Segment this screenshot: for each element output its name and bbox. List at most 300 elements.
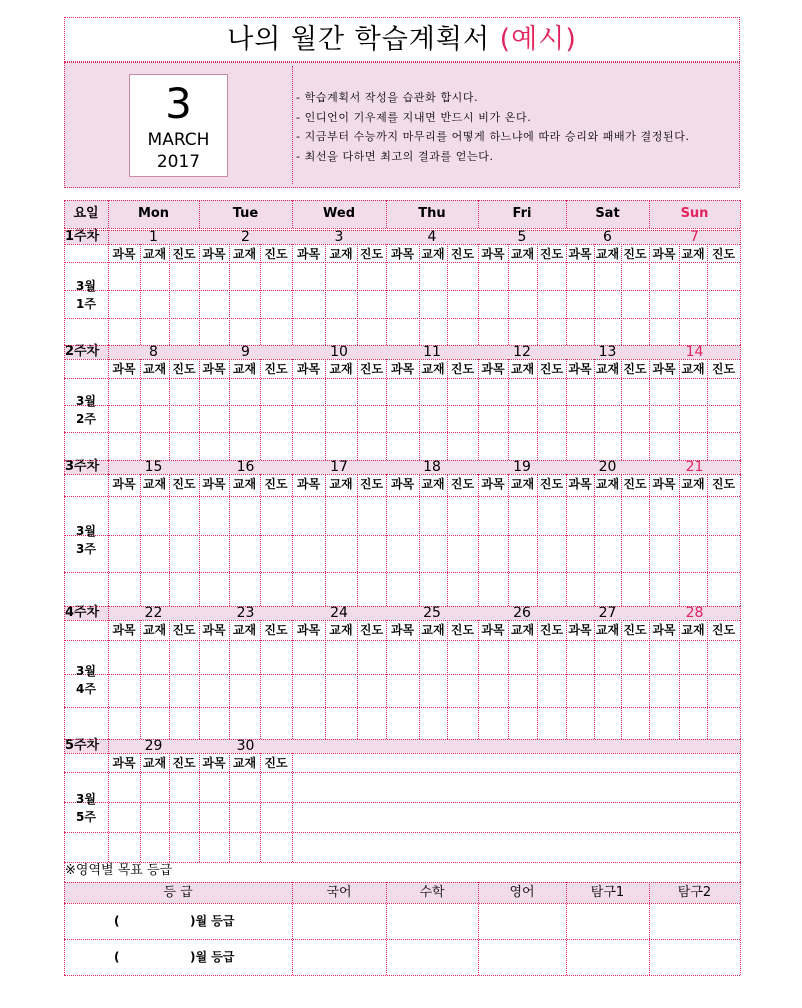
column-header: 과목: [296, 247, 321, 261]
week-bar-line: [64, 753, 740, 754]
grade-divider: [64, 862, 65, 882]
title-main: 나의 월간 학습계획서: [227, 24, 491, 55]
cell-divider: [508, 359, 509, 460]
cell-divider: [386, 620, 387, 739]
cell-divider: [325, 474, 326, 606]
cell-divider: [169, 474, 170, 606]
column-header: 진도: [539, 362, 564, 376]
grade-row-open: (: [114, 914, 120, 928]
header-divider: [386, 200, 387, 228]
side-divider: [108, 739, 109, 862]
header-divider: [292, 200, 293, 228]
header-divider: [108, 200, 109, 228]
date-number: 2: [241, 229, 250, 245]
column-header: 과목: [202, 247, 226, 261]
column-header: 진도: [539, 477, 564, 491]
column-header: 교재: [510, 247, 535, 261]
column-header: 교재: [510, 477, 535, 491]
column-header: 교재: [681, 623, 705, 637]
header-top-line: [64, 200, 740, 201]
column-header: 과목: [390, 247, 415, 261]
column-header: 진도: [172, 362, 196, 376]
day-name-sat: Sat: [595, 206, 620, 221]
column-header: 교재: [595, 623, 620, 637]
column-header: 과목: [112, 362, 136, 376]
column-header: 진도: [539, 623, 564, 637]
grade-input-cell[interactable]: [479, 940, 565, 974]
row-line: [64, 572, 740, 573]
right-border: [740, 345, 741, 460]
column-header: 진도: [623, 362, 647, 376]
cell-divider: [621, 244, 622, 345]
column-header: 과목: [390, 623, 415, 637]
cell-divider: [386, 244, 387, 345]
cell-divider: [419, 244, 420, 345]
day-name-wed: Wed: [323, 206, 355, 221]
week-side-label: [64, 522, 108, 558]
cell-divider: [537, 244, 538, 345]
column-header: 교재: [232, 756, 257, 770]
grade-header-cell: 탐구2: [677, 885, 712, 900]
column-header: 교재: [510, 623, 535, 637]
date-number: 25: [423, 605, 441, 621]
column-header: 과목: [481, 477, 505, 491]
cell-divider: [594, 620, 595, 739]
cell-divider: [478, 359, 479, 460]
column-header: 과목: [568, 477, 592, 491]
cell-divider: [169, 753, 170, 862]
column-header: 진도: [172, 477, 196, 491]
side-divider: [108, 606, 109, 739]
date-number: 28: [685, 605, 704, 621]
column-header: 교재: [142, 362, 167, 376]
week-side-label: [64, 662, 108, 698]
column-header: 과목: [202, 477, 226, 491]
week-label: 4주차: [65, 605, 100, 620]
year: 2017: [156, 152, 201, 172]
column-header: 과목: [296, 362, 321, 376]
column-header: 교재: [595, 247, 620, 261]
column-header: 과목: [112, 756, 136, 770]
grade-line: [64, 882, 740, 883]
right-border: [740, 230, 741, 345]
row-line: [64, 290, 740, 291]
date-number: 30: [236, 738, 255, 754]
cell-divider: [649, 359, 650, 460]
header-divider: [64, 200, 65, 228]
column-header: 진도: [450, 247, 475, 261]
side-divider: [108, 460, 109, 606]
column-header: 진도: [623, 477, 647, 491]
column-header: 진도: [711, 247, 736, 261]
column-header: 교재: [329, 247, 353, 261]
cell-divider: [386, 474, 387, 606]
grade-row-close: )월 등급: [190, 950, 235, 964]
cell-divider: [357, 244, 358, 345]
row-line: [64, 640, 740, 641]
row-line: [64, 496, 740, 497]
cell-divider: [447, 620, 448, 739]
date-number: 11: [423, 344, 441, 360]
column-header: 교재: [421, 362, 445, 376]
date-number: 8: [149, 344, 158, 360]
date-number: 12: [513, 344, 531, 360]
column-header: 과목: [481, 362, 505, 376]
day-name-sun: Sun: [680, 206, 709, 221]
right-border: [740, 739, 741, 862]
date-number: 17: [330, 459, 348, 475]
grade-input-cell[interactable]: [650, 904, 739, 938]
grade-line: [64, 975, 740, 976]
header-divider: [566, 200, 567, 228]
row-line: [64, 772, 740, 773]
side-month: 3월: [76, 663, 96, 678]
column-header: 과목: [202, 623, 226, 637]
cell-divider: [357, 474, 358, 606]
column-header: 진도: [359, 477, 384, 491]
column-header: 진도: [172, 623, 196, 637]
grade-divider: [64, 882, 65, 975]
date-box: [129, 74, 228, 177]
column-header: 교재: [329, 477, 353, 491]
cell-divider: [447, 474, 448, 606]
day-name-mon: Mon: [137, 206, 170, 221]
column-header: 진도: [623, 247, 647, 261]
month-number: 3: [165, 79, 192, 128]
column-header: 교재: [232, 477, 257, 491]
date-number: 3: [334, 229, 344, 245]
side-month: 3월: [76, 524, 96, 538]
cell-divider: [447, 359, 448, 460]
column-header: 진도: [711, 362, 736, 376]
cell-divider: [594, 474, 595, 606]
cell-divider: [419, 620, 420, 739]
row-line: [64, 707, 740, 708]
note-item: - 최선을 다하면 최고의 결과를 얻는다.: [296, 149, 494, 163]
column-header: 진도: [450, 477, 475, 491]
cell-divider: [140, 244, 141, 345]
grade-header-cell: 수학: [419, 885, 445, 900]
cell-divider: [229, 244, 230, 345]
week-side-label: [64, 790, 108, 826]
date-number: 27: [598, 605, 617, 621]
cell-divider: [140, 753, 141, 862]
column-header: 과목: [652, 477, 676, 491]
day-name-fri: Fri: [512, 206, 532, 221]
column-header: 교재: [232, 247, 257, 261]
column-header: 과목: [652, 247, 676, 261]
cell-divider: [325, 244, 326, 345]
column-header: 진도: [359, 362, 384, 376]
side-divider: [108, 345, 109, 460]
note-item: - 지금부터 수능까지 마무리를 어떻게 하느냐에 따라 승리와 패배가 결정된다.: [296, 130, 690, 144]
cell-divider: [508, 620, 509, 739]
week-bar-line: [64, 244, 740, 245]
grade-input-cell[interactable]: [479, 904, 565, 938]
cell-divider: [537, 474, 538, 606]
header-divider: [478, 200, 479, 228]
date-number: 9: [241, 344, 250, 360]
date-number: 23: [236, 605, 255, 621]
grade-input-cell[interactable]: [567, 940, 648, 974]
cell-divider: [478, 620, 479, 739]
column-header: 교재: [142, 477, 167, 491]
note-item: - 학습계획서 작성을 습관화 합시다.: [296, 91, 479, 104]
cell-divider: [229, 620, 230, 739]
cell-divider: [679, 359, 680, 460]
column-header: 진도: [711, 623, 736, 637]
cell-divider: [621, 474, 622, 606]
column-header: 과목: [652, 623, 676, 637]
cell-divider: [386, 359, 387, 460]
grade-header-cell: 영어: [509, 885, 535, 900]
side-week: 3주: [76, 542, 96, 556]
column-header: 과목: [481, 247, 505, 261]
cell-divider: [419, 359, 420, 460]
column-header: 과목: [296, 623, 321, 637]
date-number: 14: [685, 344, 704, 360]
cell-divider: [199, 753, 200, 862]
column-header: 교재: [421, 247, 445, 261]
row-line: [64, 378, 740, 379]
column-header: 과목: [112, 247, 136, 261]
note-item: - 인디언이 기우제를 지내면 반드시 비가 온다.: [296, 110, 532, 124]
column-header: 진도: [539, 247, 564, 261]
week-bar-line: [64, 359, 740, 360]
date-number: 29: [144, 738, 163, 754]
cell-divider: [566, 359, 567, 460]
cell-divider: [649, 474, 650, 606]
row-line: [64, 432, 740, 433]
grade-header-cell: 국어: [326, 885, 352, 900]
column-header: 교재: [595, 477, 620, 491]
column-header: 과목: [112, 623, 136, 637]
cell-divider: [566, 620, 567, 739]
side-month: 3월: [76, 278, 96, 293]
cell-divider: [292, 753, 293, 862]
cell-divider: [478, 244, 479, 345]
date-number: 21: [685, 459, 704, 475]
cell-divider: [649, 620, 650, 739]
column-header: 교재: [329, 623, 353, 637]
grade-input-cell[interactable]: [387, 940, 477, 974]
column-header: 교재: [681, 477, 705, 491]
side-month: 3월: [76, 393, 96, 408]
column-header: 진도: [359, 623, 384, 637]
week-label: 2주차: [65, 344, 100, 359]
cell-divider: [229, 474, 230, 606]
cell-divider: [260, 753, 261, 862]
header-divider: [199, 200, 200, 228]
column-header: 교재: [421, 477, 445, 491]
grade-input-cell[interactable]: [387, 904, 477, 938]
column-header: 진도: [264, 756, 288, 770]
cell-divider: [566, 474, 567, 606]
grade-top-line: [64, 862, 740, 863]
cell-divider: [325, 620, 326, 739]
grade-divider: [740, 862, 741, 882]
column-header: 진도: [450, 362, 475, 376]
cell-divider: [478, 474, 479, 606]
week-side-label: [64, 392, 108, 428]
cell-divider: [229, 753, 230, 862]
date-number: 6: [603, 229, 612, 245]
date-number: 18: [423, 459, 441, 475]
week-label: 1주차: [65, 229, 100, 244]
row-line: [64, 535, 740, 536]
cell-divider: [292, 244, 293, 345]
grade-row-close: )월 등급: [190, 914, 235, 928]
cell-divider: [419, 474, 420, 606]
cell-divider: [566, 244, 567, 345]
column-header: 진도: [264, 362, 288, 376]
cell-divider: [140, 620, 141, 739]
grade-input-cell[interactable]: [650, 940, 739, 974]
month-name: MARCH: [147, 130, 210, 150]
cell-divider: [140, 359, 141, 460]
column-header: 교재: [681, 247, 705, 261]
cell-divider: [169, 244, 170, 345]
cell-divider: [260, 620, 261, 739]
cell-divider: [508, 244, 509, 345]
header-divider: [649, 200, 650, 228]
column-header: 과목: [112, 477, 136, 491]
column-header: 과목: [296, 477, 321, 491]
grade-input-cell[interactable]: [293, 904, 385, 938]
date-number: 26: [513, 605, 531, 621]
cell-divider: [260, 359, 261, 460]
column-header: 진도: [172, 756, 196, 770]
week-bar-line: [64, 474, 740, 475]
grade-input-cell[interactable]: [567, 904, 648, 938]
grade-header-cell: 탐구1: [590, 885, 625, 900]
column-header: 교재: [232, 623, 257, 637]
cell-divider: [594, 244, 595, 345]
week-bar-line: [64, 620, 740, 621]
cell-divider: [508, 474, 509, 606]
column-header: 과목: [568, 623, 592, 637]
cell-divider: [292, 620, 293, 739]
cell-divider: [229, 359, 230, 460]
cell-divider: [260, 244, 261, 345]
column-header: 교재: [595, 362, 620, 376]
date-number: 1: [149, 229, 158, 245]
page-title: [64, 17, 740, 62]
cell-divider: [357, 620, 358, 739]
cell-divider: [679, 244, 680, 345]
date-number: 4: [427, 229, 437, 245]
column-header: 진도: [623, 623, 647, 637]
cell-divider: [292, 359, 293, 460]
grade-divider: [740, 882, 741, 975]
date-number: 16: [236, 459, 255, 475]
cell-divider: [292, 474, 293, 606]
cell-divider: [325, 359, 326, 460]
cell-divider: [199, 244, 200, 345]
date-number: 24: [330, 605, 348, 621]
column-header: 교재: [510, 362, 535, 376]
cell-divider: [140, 474, 141, 606]
row-line: [64, 802, 740, 803]
column-header: 과목: [568, 362, 592, 376]
column-header: 과목: [568, 247, 592, 261]
column-header: 교재: [232, 362, 257, 376]
date-number: 7: [690, 229, 699, 245]
cell-divider: [199, 620, 200, 739]
column-header: 과목: [202, 756, 226, 770]
cell-divider: [707, 474, 708, 606]
right-border: [740, 606, 741, 739]
cell-divider: [260, 474, 261, 606]
date-number: 19: [513, 459, 531, 475]
side-month: 3월: [76, 791, 96, 806]
date-number: 10: [330, 344, 348, 360]
title-example: (예시): [499, 24, 577, 55]
day-name-thu: Thu: [418, 206, 446, 221]
grade-section-title: ※영역별 목표 등급: [65, 863, 173, 878]
date-number: 20: [598, 459, 617, 475]
cell-divider: [169, 620, 170, 739]
cell-divider: [199, 474, 200, 606]
grade-header-cell: 등 급: [163, 885, 193, 900]
side-week: 5주: [76, 809, 96, 824]
header-divider: [740, 200, 741, 228]
grade-row-open: (: [114, 950, 120, 964]
cell-divider: [199, 359, 200, 460]
column-header: 과목: [390, 362, 415, 376]
column-header: 교재: [142, 623, 167, 637]
column-header: 진도: [450, 623, 475, 637]
column-header: 과목: [481, 623, 505, 637]
cell-divider: [649, 244, 650, 345]
side-week: 4주: [76, 681, 96, 696]
date-number: 13: [598, 344, 617, 360]
cell-divider: [447, 244, 448, 345]
column-header: 진도: [264, 247, 288, 261]
cell-divider: [621, 359, 622, 460]
side-week: 1주: [76, 296, 96, 311]
date-number: 5: [517, 229, 527, 245]
column-header: 과목: [202, 362, 226, 376]
side-divider: [108, 230, 109, 345]
column-header: 진도: [359, 247, 384, 261]
right-border: [740, 460, 741, 606]
week-label: 5주차: [65, 738, 100, 753]
column-header: 진도: [711, 477, 736, 491]
weekday-header-label: 요일: [73, 206, 99, 221]
column-header: 교재: [142, 756, 167, 770]
row-line: [64, 405, 740, 406]
grade-input-cell[interactable]: [293, 940, 385, 974]
column-header: 교재: [142, 247, 167, 261]
cell-divider: [707, 359, 708, 460]
date-number: 22: [144, 605, 163, 621]
cell-divider: [537, 359, 538, 460]
column-header: 교재: [421, 623, 445, 637]
cell-divider: [679, 474, 680, 606]
cell-divider: [679, 620, 680, 739]
row-line: [64, 674, 740, 675]
cell-divider: [169, 359, 170, 460]
column-header: 진도: [264, 477, 288, 491]
column-header: 교재: [681, 362, 705, 376]
day-name-tue: Tue: [232, 206, 259, 221]
side-week: 2주: [76, 411, 96, 426]
cell-divider: [707, 244, 708, 345]
cell-divider: [537, 620, 538, 739]
column-header: 과목: [390, 477, 415, 491]
notes-list: [296, 88, 736, 166]
